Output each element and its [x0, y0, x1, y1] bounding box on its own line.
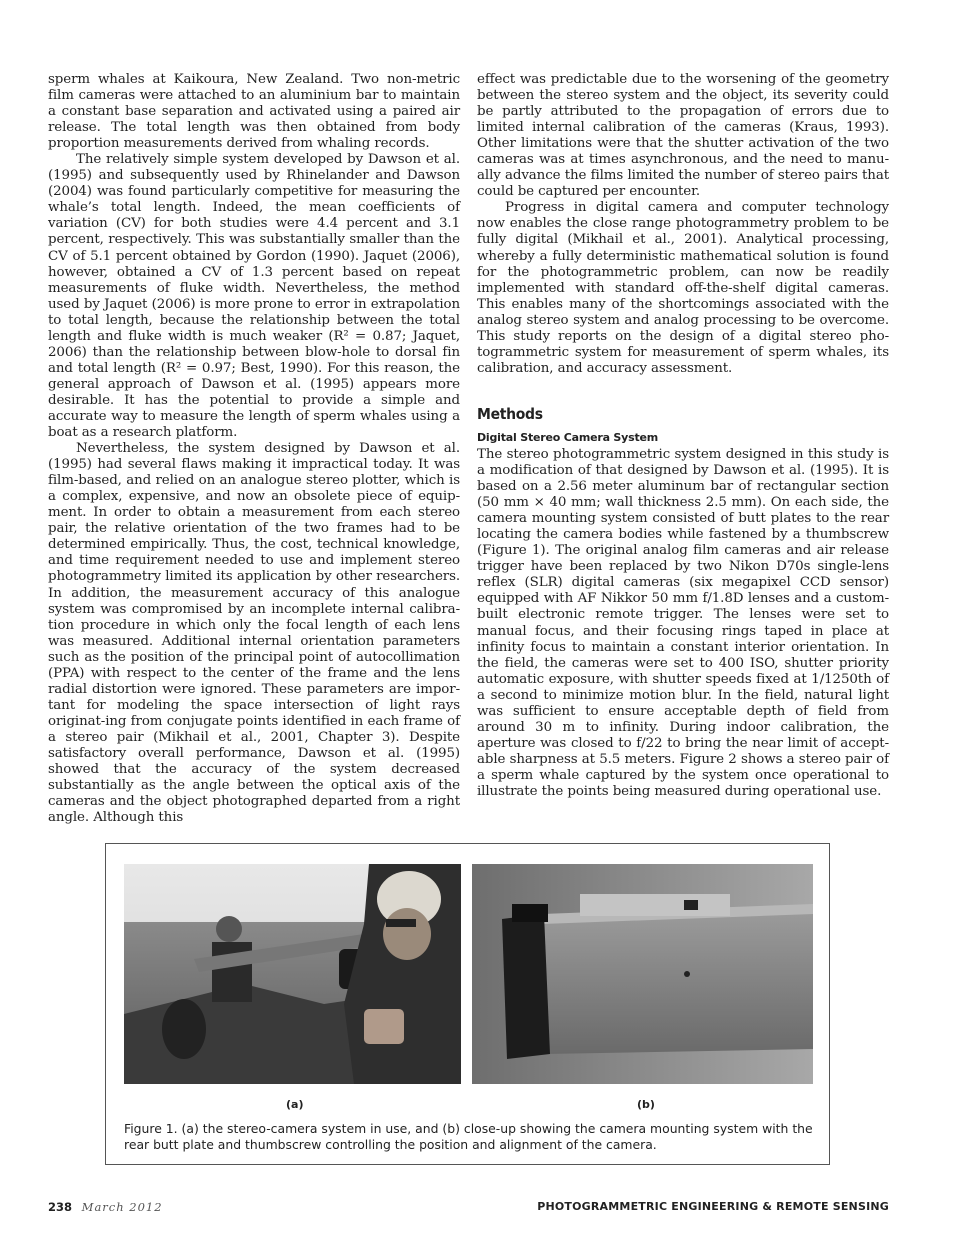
paragraph: The relatively simple system developed by Dawson et al. (1995) and subsequently used by Rhinelander and Dawson (2004) was found particularly competitive for measuring the whale’s total length. Indeed, the mean coefficients of variation (CV) for both studies were 4.4 percent and 3.1 percent, respectively. This was substantially smaller than the CV of 5.1 percent obtained by Gordon (1990). Jaquet (2006), however, obtained a CV of 1.3 percent based on repeat measurements of fluke width. Nevertheless, the method used by Jaquet (2006) is more prone to error in extrapolation to total length, because the relationship between the total length and fluke width is much weaker (R² = 0.87; Jaquet, 2006) than the relationship between blow-hole to dorsal fin and total length (R² = 0.97; Best, 1990). For this reason, the general approach of Dawson et al. (1995) appears more desirable. It has the potential to provide a simple and accurate way to measure the length of sperm whales using a boat as a research platform. [48, 152, 460, 441]
left-column [48, 72, 460, 826]
photo-camera-mount-closeup [472, 864, 813, 1084]
page-number: 238 [48, 1200, 73, 1214]
issue-date: March 2012 [81, 1200, 163, 1214]
page-footer-left [48, 1200, 163, 1214]
paragraph: sperm whales at Kaikoura, New Zealand. Two non-metric film cameras were attached to an aluminium bar to maintain a constant base separation and activated using a paired air release. The total length was then obtained from body proportion measurements derived from whaling records. [48, 72, 460, 152]
subsection-heading: Digital Stereo Camera System [477, 430, 659, 444]
paragraph: Progress in digital camera and computer technology now enables the close range photogrammetry problem to be fully digital (Mikhail et al., 2001). Analytical processing, whereby a fully deterministic mathematical solution is found for the photogrammetric problem, can now be readily implemented with standard off-the-shelf digital cameras. This enables many of the shortcomings associated with the analog stereo system and analog processing to be overcome. This study reports on the design of a digital stereo pho-togrammetric system for measurement of sperm whales, its calibration, and accuracy assessment. [477, 200, 889, 376]
paragraph: Nevertheless, the system designed by Dawson et al. (1995) had several flaws making it impractical today. It was film-based, and relied on an analogue stereo plotter, which is a complex, expensive, and now an obsolete piece of equip-ment. In order to obtain a measurement from each stereo pair, the relative orientation of the two frames had to be determined empirically. Thus, the cost, technical knowledge, and time requirement needed to use and implement stereo photogrammetry limited its application by other researchers. In addition, the measurement accuracy of this analogue system was compromised by an incomplete internal calibra-tion procedure in which only the focal length of each lens was measured. Additional internal orientation parameters such as the position of the principal point of autocollimation (PPA) with respect to the center of the frame and the lens radial distortion were ignored. These parameters are impor-tant for modeling the space intersection of light rays originat-ing from conjugate points identified in each frame of a stereo pair (Mikhail et al., 2001, Chapter 3). Despite satisfactory overall performance, Dawson et al. (1995) showed that the accuracy of the system decreased substantially as the angle between the optical axis of the cameras and the object photographed departed from a right angle. Although this [48, 441, 460, 826]
paragraph: effect was predictable due to the worsening of the geometry between the stereo system and the object, its severity could be partly attributed to the propagation of errors due to limited internal calibration of the cameras (Kraus, 1993). Other limitations were that the shutter activation of the two cameras was at times asynchronous, and the need to manu-ally advance the films limited the number of stereo pairs that could be captured per encounter. [477, 72, 889, 200]
panel-label-b: (b) [637, 1098, 655, 1111]
panel-label-a: (a) [286, 1098, 304, 1111]
figure-1 [105, 843, 830, 1165]
photo-stereo-camera-in-use [124, 864, 461, 1084]
figure-caption: Figure 1. (a) the stereo-camera system in use, and (b) close-up showing the camera mounting system with the rear butt plate and thumbscrew controlling the position and alignment of the camera. [124, 1121, 813, 1152]
right-column [477, 72, 889, 800]
paragraph: The stereo photogrammetric system designed in this study is a modification of that designed by Dawson et al. (1995). It is based on a 2.56 meter aluminum bar of rectangular section (50 mm × 40 mm; wall thickness 2.5 mm). On each side, the camera mounting system consisted of butt plates to the rear locating the camera bodies while fastened by a thumbscrew (Figure 1). The original analog film cameras and air release trigger have been replaced by two Nikon D70s single-lens reflex (SLR) digital cameras (six megapixel CCD sensor) equipped with AF Nikkor 50 mm f/1.8D lenses and a custom-built electronic remote trigger. The lenses were set to manual focus, and their focusing rings taped in place at infinity focus to maintain a constant interior orientation. In the field, the cameras were set to 400 ISO, shutter priority automatic exposure, with shutter speeds fixed at 1/1250th of a second to minimize motion blur. In the field, natural light was sufficient to ensure acceptable depth of field from around 30 m to infinity. During indoor calibration, the aperture was closed to f/22 to bring the near limit of accept-able sharpness at 5.5 meters. Figure 2 shows a stereo pair of a sperm whale captured by the system once operational to illustrate the points being measured during operational use. [477, 446, 889, 799]
journal-name: PHOTOGRAMMETRIC ENGINEERING & REMOTE SENSING [537, 1200, 889, 1213]
section-heading: Methods [477, 404, 543, 423]
